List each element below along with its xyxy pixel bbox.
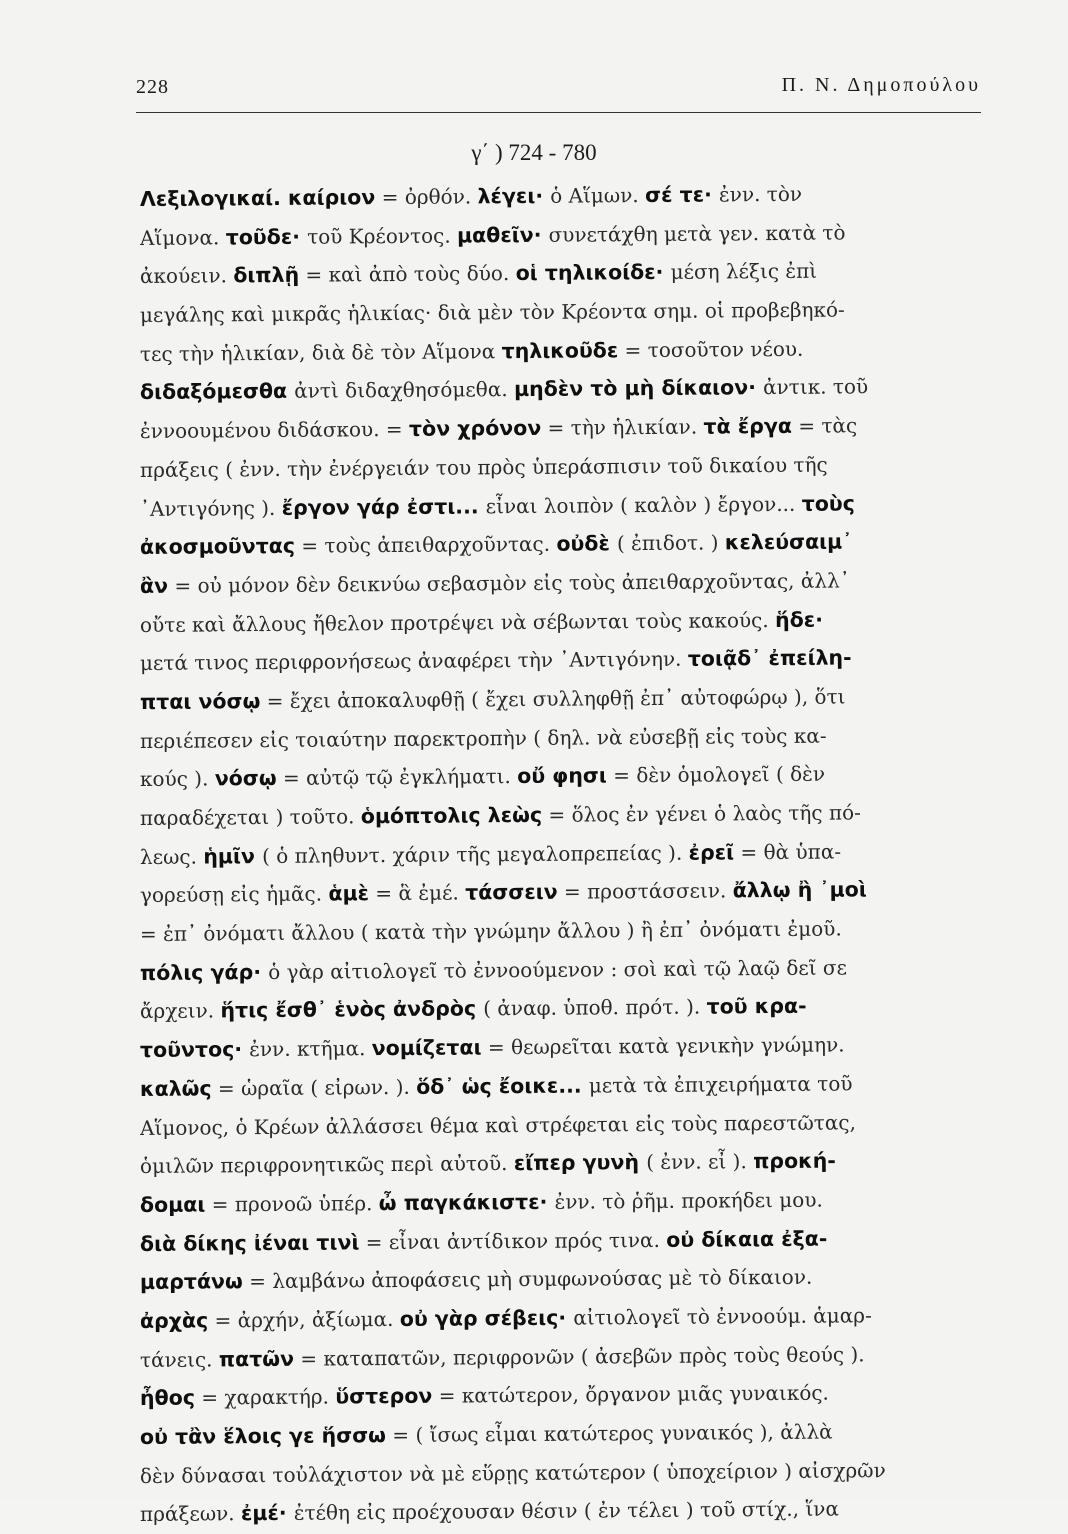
text-line	[140, 1256, 1008, 1302]
lemma-term: πατῶν	[218, 1346, 295, 1372]
gloss-text: ἐνν. τὸ ῥῆμ. προκήδει μου.	[554, 1187, 823, 1214]
lemma-term: οὐδὲ	[556, 531, 618, 556]
gloss-text: = ἃ ἐμέ.	[368, 880, 466, 906]
lemma-term: τάσσειν	[465, 880, 558, 905]
lemma-term: πόλις γάρ·	[139, 959, 269, 985]
gloss-text: αἰτιολογεῖ τὸ ἐννοούμ. ἁμαρ-	[573, 1303, 872, 1330]
gloss-text: = θὰ ὑπα-	[733, 839, 842, 865]
text-line	[140, 1295, 1008, 1341]
section-heading: γ΄ ) 724 - 780	[471, 140, 597, 165]
gloss-text: = ὡραῖα ( εἰρων. ).	[211, 1074, 417, 1101]
lemma-term: ἀκοσμοῦντας	[139, 533, 296, 560]
lemma-term: διὰ δίκης ἰέναι τινὶ	[139, 1229, 360, 1256]
gloss-text: = χαρακτήρ.	[194, 1384, 336, 1410]
gloss-text: = ( ἴσως εἶμαι κατώτερος γυναικός ), ἀλλὰ	[385, 1419, 833, 1448]
text-line	[140, 792, 1008, 838]
gloss-text: ( ὁ πληθυντ. χάριν τῆς μεγαλοπρεπείας ).	[261, 840, 689, 868]
gloss-text: ἀκούειν.	[139, 263, 234, 289]
lemma-term: ὅδ᾿ ὡς ἔοικε...	[416, 1073, 589, 1099]
lemma-term: τοῦντος·	[139, 1037, 250, 1063]
page-header	[136, 68, 981, 102]
gloss-text: ἀντὶ διδαχθησόμεθα.	[294, 377, 515, 404]
lemma-term: ἁμὲ	[328, 881, 370, 906]
lemma-term: ἥδε·	[774, 607, 824, 632]
lemma-term: κελεύσαιμ᾿	[724, 529, 853, 555]
gloss-text: = εἶναι ἀντίδικον πρός τινα.	[359, 1227, 667, 1254]
lemma-term: ἥτις ἔσθ᾿ ἑνὸς ἀνδρὸς	[220, 996, 484, 1023]
gloss-text: γορεύσῃ εἰς ἡμᾶς.	[139, 881, 329, 908]
lemma-term: οὐ γὰρ σέβεις·	[399, 1305, 574, 1331]
gloss-text: = ὀρθόν.	[375, 184, 478, 210]
gloss-text: κούς ).	[139, 766, 215, 792]
page-number: 228	[136, 76, 169, 98]
gloss-text: = προστάσσειν.	[557, 878, 733, 905]
lemma-term: οἱ τηλικοίδε·	[515, 260, 671, 286]
gloss-text: = ἀρχήν, ἀξίωμα.	[208, 1306, 400, 1333]
lemma-term: ἡμῖν	[203, 843, 263, 869]
body-text	[140, 180, 1008, 1534]
gloss-text: λεως.	[139, 844, 204, 869]
text-line	[140, 289, 1008, 335]
lemma-term: σέ τε·	[644, 182, 720, 208]
lemma-term: νόσῳ	[214, 766, 277, 791]
lemma-term: εἴπερ γυνὴ	[513, 1150, 647, 1176]
text-line	[140, 1024, 1008, 1070]
gloss-text: ὁ γὰρ αἰτιολογεῖ τὸ ἐννοούμενον : σοὶ καὶ τῷ λαῷ δεῖ σε	[268, 955, 847, 984]
lemma-term: ἄλλῳ ἢ ᾿μοὶ	[732, 877, 867, 903]
gloss-text: μετὰ τὰ ἐπιχειρήματα τοῦ	[588, 1071, 853, 1098]
gloss-text: ἐνν. κτῆμα.	[249, 1036, 372, 1062]
lemma-term: τηλικοῦδε	[501, 337, 619, 363]
gloss-text: παραδέχεται ) τοῦτο.	[139, 804, 361, 830]
text-line	[140, 676, 1008, 722]
gloss-text: ἐνν. τὸν	[718, 181, 803, 207]
text-line	[140, 1140, 1008, 1186]
gloss-text: = λαμβάνω ἀποφάσεις μὴ συμφωνούσας μὲ τὸ δίκαιον.	[242, 1264, 813, 1294]
lemma-term: οὔ φησι	[517, 763, 607, 789]
gloss-text: συνετάχθη μετὰ γεν. κατὰ τὸ	[548, 220, 846, 247]
gloss-text: μεγάλης καὶ μικρᾶς ἡλικίας· διὰ μὲν τὸν Κρέοντα σημ. οἱ προβεβηκό-	[139, 297, 845, 328]
lemma-term: ἀρχὰς	[139, 1308, 209, 1333]
gloss-text: τες τὴν ἡλικίαν, διὰ δὲ τὸν Αἵμονα	[139, 338, 502, 366]
gloss-text: = κατώτερον, ὄργανον μιᾶς γυναικός.	[432, 1380, 829, 1409]
text-line	[140, 1179, 1008, 1225]
gloss-text: = προνοῶ ὑπέρ.	[205, 1191, 379, 1217]
gloss-text: ὁ Αἵμων.	[550, 183, 646, 208]
gloss-text: Αἵμονος, ὁ Κρέων ἀλλάσσει θέμα καὶ στρέφεται εἰς τοὺς παρεστῶτας,	[139, 1109, 856, 1140]
gloss-text: τοῦ Κρέοντος.	[307, 223, 458, 249]
text-line	[140, 1411, 1008, 1457]
gloss-text: ἐτέθη εἰς προέχουσαν θέσιν ( ἐν τέλει ) τοῦ στίχ., ἵνα	[293, 1496, 840, 1526]
text-line	[140, 173, 1008, 219]
text-line	[140, 1372, 1008, 1418]
gloss-text: μετά τινος περιφρονήσεως ἀναφέρει τὴν ᾿Αντιγόνην.	[139, 646, 688, 676]
gloss-text: = τοσοῦτον νέου.	[618, 336, 804, 362]
gloss-text: = καὶ ἀπὸ τοὺς δύο.	[299, 261, 516, 288]
lemma-term: ὕστερον	[335, 1384, 433, 1409]
gloss-text: = οὐ μόνον δὲν δεικνύω σεβασμὸν εἰς τοὺς ἀπειθαρχοῦντας, ἀλλ᾿	[167, 568, 850, 598]
lemma-term: μαθεῖν·	[456, 222, 549, 248]
lemma-term: τὰ ἔργα	[703, 414, 793, 439]
gloss-text: = αὐτῷ τῷ ἐγκλήματι.	[276, 764, 518, 791]
gloss-text: = τοὺς ἀπειθαρχοῦντας.	[294, 531, 557, 558]
lemma-term: Λεξιλογικαί. καίριον	[139, 185, 376, 211]
gloss-text: πράξεων.	[139, 1501, 242, 1527]
lemma-term: διπλῇ	[233, 263, 300, 288]
gloss-text: τάνεις.	[139, 1347, 219, 1372]
lemma-term: λέγει·	[477, 183, 551, 209]
gloss-text: = τὴν ἡλικίαν.	[541, 414, 704, 440]
lemma-term: μηδὲν τὸ μὴ δίκαιον·	[513, 375, 764, 402]
lemma-term: ἔργον γάρ ἐστι...	[281, 493, 486, 520]
gloss-text: ( ἐπιδοτ. )	[616, 530, 725, 556]
gloss-text: = ὅλος ἐν γένει ὁ λαὸς τῆς πό-	[541, 800, 861, 827]
gloss-text: Αἵμονα.	[139, 225, 226, 250]
lemma-term: καλῶς	[139, 1076, 212, 1101]
gloss-text: = ἔχει ἀποκαλυφθῇ ( ἔχει συλληφθῇ ἐπ᾿ αὐτοφώρῳ ), ὅτι	[260, 684, 846, 713]
lemma-term: δομαι	[139, 1192, 206, 1217]
gloss-text: = δὲν ὁμολογεῖ ( δὲν	[606, 761, 826, 788]
lemma-term: οὐ τἂν ἕλοις γε ἥσσω	[139, 1423, 387, 1449]
text-line	[140, 521, 1008, 567]
gloss-text: ( ἐνν. εἶ ).	[646, 1149, 754, 1175]
lemma-term: οὐ δίκαια ἐξα-	[666, 1226, 828, 1252]
lemma-term: ὦ παγκάκιστε·	[378, 1189, 555, 1215]
text-line	[140, 1489, 1008, 1534]
text-line	[140, 908, 1008, 954]
lemma-term: τοὺς	[801, 490, 855, 516]
text-line	[140, 1063, 1008, 1109]
gloss-text: οὔτε καὶ ἄλλους ἤθελον προτρέψει νὰ σέβωνται τοὺς κακούς.	[139, 607, 776, 637]
running-head: Π. Ν. Δημοπούλου	[781, 74, 981, 96]
gloss-text: περιέπεσεν εἰς τοιαύτην παρεκτροπὴν ( δηλ. νὰ εὐσεβῇ εἰς τοὺς κα-	[139, 723, 827, 753]
gloss-text: εἶναι λοιπὸν ( καλὸν ) ἔργον...	[485, 491, 802, 518]
gloss-text: μέση λέξις ἐπὶ	[670, 259, 818, 285]
header-rule	[136, 112, 981, 113]
lemma-term: ὁμόπτολις λεὼς	[360, 802, 543, 829]
gloss-text: = ἐπ᾿ ὀνόματι ἄλλου ( κατὰ τὴν γνώμην ἄλλου ) ἢ ἐπ᾿ ὀνόματι ἐμοῦ.	[139, 916, 842, 947]
text-line	[140, 753, 1008, 799]
gloss-text: ἐννοουμένου διδάσκου. =	[139, 417, 410, 444]
gloss-text: ( ἀναφ. ὑποθ. πρότ. ).	[483, 994, 707, 1021]
gloss-text: ἄρχειν.	[139, 998, 221, 1024]
lemma-term: ἦθος	[139, 1385, 196, 1411]
gloss-text: πράξεις ( ἐνν. τὴν ἐνέργειάν του πρὸς ὑπεράσπισιν τοῦ δικαίου τῆς	[139, 452, 828, 482]
text-line	[140, 637, 1008, 683]
lemma-term: ἂν	[139, 573, 169, 598]
gloss-text: = θεωρεῖται κατὰ γενικὴν γνώμην.	[481, 1032, 845, 1060]
lemma-term: τοῦδε·	[225, 224, 308, 250]
gloss-text: ὁμιλῶν περιφρονητικῶς περὶ αὐτοῦ.	[139, 1151, 514, 1179]
lemma-term: ἐμέ·	[240, 1501, 294, 1526]
gloss-text: ᾿Αντιγόνης ).	[139, 495, 282, 521]
gloss-text: = τὰς	[791, 413, 858, 439]
text-line	[140, 444, 1008, 490]
lemma-term: νομίζεται	[371, 1035, 482, 1061]
gloss-text: ἀντικ. τοῦ	[762, 374, 869, 400]
lemma-term: ἐρεῖ	[688, 840, 735, 865]
lemma-term: πται νόσῳ	[139, 688, 261, 714]
lemma-term: τοῦ κρα-	[706, 994, 807, 1019]
text-line	[140, 560, 1008, 606]
gloss-text: δὲν δύνασαι τοὐλάχιστον νὰ μὲ εὕρῃς κατώτερον ( ὑποχείριον ) αἰσχρῶν	[139, 1457, 886, 1488]
lemma-term: διδαξόμεσθα	[139, 379, 295, 405]
lemma-term: τοιᾷδ᾿ ἐπείλη-	[687, 645, 852, 671]
text-line	[140, 405, 1008, 451]
gloss-text: = καταπατῶν, περιφρονῶν ( ἀσεβῶν πρὸς τοὺς θεούς ).	[293, 1341, 865, 1371]
lemma-term: προκή-	[753, 1148, 836, 1174]
lemma-term: μαρτάνω	[139, 1269, 243, 1295]
lemma-term: τὸν χρόνον	[408, 415, 542, 442]
